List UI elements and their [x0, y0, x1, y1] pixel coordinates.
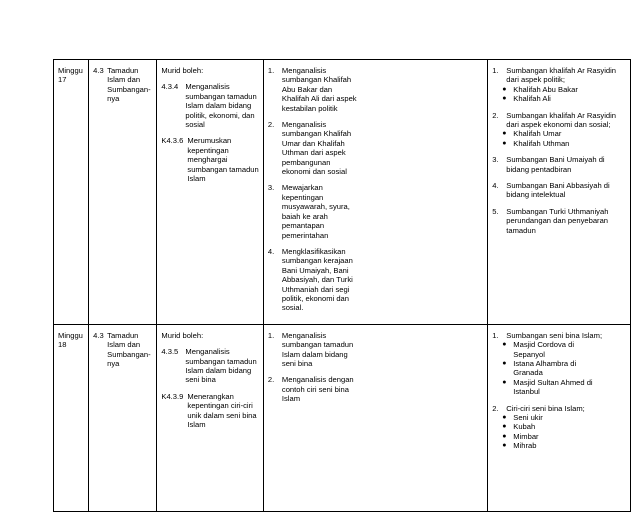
- bullet-text: Khalifah Ali: [513, 94, 551, 104]
- item-number: 5.: [492, 206, 499, 216]
- bullet-list: [492, 85, 626, 104]
- topic-number: 4.3: [93, 66, 104, 75]
- item-number: 2.: [492, 403, 499, 413]
- bullet-item: [502, 378, 626, 397]
- bullet-text: Khalifah Umar: [513, 129, 562, 139]
- topic: [93, 331, 152, 369]
- objectives-list: [268, 66, 483, 313]
- standard-item: [161, 347, 259, 385]
- bullet-item: [502, 94, 626, 103]
- list-item: [492, 155, 626, 174]
- item-text: Sumbangan Bani Umaiyah di bidang pentadbiran: [506, 155, 605, 174]
- item-number: 1.: [492, 330, 499, 340]
- item-text: Sumbangan khalifah Ar Rasyidin dari aspek ekonomi dan sosial;: [506, 110, 617, 130]
- standard-text: Menerangkan kepentingan ciri-ciri unik dalam seni bina Islam: [187, 391, 257, 429]
- bullet-icon: ●: [502, 442, 507, 450]
- list-item: [268, 247, 483, 313]
- syllabus-table: [53, 59, 631, 512]
- bullet-icon: ●: [502, 378, 507, 386]
- bullet-icon: ●: [502, 139, 507, 147]
- bullet-text: Masjid Sultan Ahmed di Istanbul: [513, 377, 593, 397]
- list-item: [268, 183, 483, 239]
- item-number: 2.: [267, 120, 275, 130]
- topic-name: Tamadun Islam dan Sumbangan-nya: [107, 330, 151, 368]
- objectives-cell: [263, 324, 487, 511]
- bullet-text: Khalifah Uthman: [513, 138, 570, 148]
- item-row: [492, 181, 626, 200]
- standard-item: [161, 82, 259, 129]
- week-label: Minggu 18: [58, 330, 83, 350]
- topic-cell: [89, 60, 157, 325]
- objectives-list: [268, 331, 483, 404]
- item-row: [492, 155, 626, 174]
- item-text: Menganalisis dengan contoh ciri seni bina Islam: [281, 375, 354, 404]
- item-text: Mengklasifikasikan sumbangan kerajaan Bani Umaiyah, Bani Abbasiyah, dan Turki Uthmaniah dari segi politik, ekonomi dan sosial.: [281, 246, 353, 313]
- item-number: 2.: [492, 110, 499, 120]
- item-text: Sumbangan Bani Abbasiyah di bidang intelektual: [506, 181, 610, 200]
- list-item: [268, 120, 483, 176]
- bullet-icon: ●: [502, 359, 507, 367]
- week-cell: [54, 324, 89, 511]
- list-item: [492, 66, 626, 104]
- list-item: [492, 181, 626, 200]
- bullet-text: Khalifah Abu Bakar: [513, 84, 578, 94]
- standard-code: K4.3.9: [161, 391, 184, 401]
- bullet-text: Mihrab: [513, 441, 537, 451]
- item-row: [492, 66, 626, 85]
- item-text: Menganalisis sumbangan tamadun Islam dalam bidang seni bina: [281, 330, 354, 368]
- bullet-text: Istana Alhambra di Granada: [513, 358, 577, 378]
- topic-name: Tamadun Islam dan Sumbangan-nya: [107, 66, 151, 104]
- item-text: Ciri-ciri seni bina Islam;: [506, 403, 585, 413]
- list-item: [492, 404, 626, 451]
- contents-list: [492, 331, 626, 451]
- standards-cell: [157, 324, 264, 511]
- item-number: 2.: [267, 375, 275, 385]
- standard-code: K4.3.6: [161, 136, 184, 146]
- item-text: Sumbangan khalifah Ar Rasyidin dari aspek politik;: [506, 66, 617, 85]
- topic: [93, 66, 152, 104]
- bullet-item: [502, 359, 626, 378]
- list-item: [268, 375, 483, 403]
- bullet-icon: ●: [502, 95, 507, 103]
- list-item: [268, 66, 483, 113]
- table-row: [54, 324, 631, 511]
- standard-item: [161, 392, 259, 430]
- bullet-text: Seni ukir: [513, 413, 543, 422]
- topic-number: 4.3: [93, 330, 104, 340]
- bullet-item: [502, 340, 626, 359]
- bullet-icon: ●: [502, 85, 507, 93]
- item-text: Mewajarkan kepentingan musyawarah, syura, baiah ke arah pemantapan pemerintahan: [281, 183, 350, 240]
- standard-code: 4.3.4: [161, 82, 179, 92]
- standard-code: 4.3.5: [161, 347, 179, 357]
- item-number: 4.: [267, 246, 275, 256]
- standards-cell: [157, 60, 264, 325]
- standard-text: Menganalisis sumbangan tamadun Islam dalam bidang seni bina: [185, 347, 257, 385]
- bullet-text: Kubah: [513, 422, 536, 432]
- item-text: Menganalisis sumbangan Khalifah Abu Bakar dan Khalifah Ali dari aspek kestabilan politik: [281, 66, 357, 113]
- bullet-icon: ●: [502, 341, 507, 349]
- item-number: 3.: [492, 155, 499, 165]
- item-row: [492, 331, 626, 340]
- list-item: [492, 207, 626, 235]
- bullet-list: [492, 129, 626, 148]
- contents-cell: [488, 324, 631, 511]
- item-number: 1.: [267, 330, 275, 340]
- bullet-list: [492, 340, 626, 396]
- bullet-item: [502, 441, 626, 450]
- item-number: 4.: [492, 181, 499, 191]
- standards-heading: Murid boleh:: [161, 66, 204, 75]
- item-number: 3.: [267, 183, 275, 193]
- week-label: Minggu 17: [58, 66, 83, 85]
- standard-text: Menganalisis sumbangan tamadun Islam dalam bidang politik, ekonomi, dan sosial: [185, 82, 257, 130]
- item-row: [492, 404, 626, 413]
- bullet-icon: ●: [502, 423, 507, 431]
- list-item: [492, 111, 626, 149]
- bullet-item: [502, 129, 626, 138]
- item-row: [492, 207, 626, 235]
- list-item: [268, 331, 483, 369]
- bullet-icon: ●: [502, 432, 507, 440]
- contents-list: [492, 66, 626, 235]
- item-text: Sumbangan Turki Uthmaniyah perundangan dan penyebaran tamadun: [506, 206, 609, 235]
- item-number: 1.: [492, 66, 499, 75]
- week-cell: [54, 60, 89, 325]
- item-number: 1.: [267, 66, 275, 75]
- standard-text: Merumuskan kepentingan menghargai sumbangan tamadun Islam: [187, 136, 259, 184]
- item-text: Sumbangan seni bina Islam;: [506, 330, 603, 340]
- item-text: Menganalisis sumbangan Khalifah Umar dan Khalifah Uthman dari aspek pembangunan ekonomi dan sosial: [281, 120, 352, 177]
- table-row: [54, 60, 631, 325]
- bullet-icon: ●: [502, 414, 507, 421]
- contents-cell: [488, 60, 631, 325]
- bullet-item: [502, 422, 626, 431]
- objectives-cell: [263, 60, 487, 325]
- syllabus-body: [54, 60, 631, 512]
- topic-cell: [89, 324, 157, 511]
- bullet-text: Mimbar: [513, 431, 539, 441]
- standards-heading: Murid boleh:: [161, 330, 204, 340]
- bullet-list: [492, 413, 626, 451]
- standard-item: [161, 136, 259, 183]
- bullet-item: [502, 139, 626, 148]
- bullet-text: Masjid Cordova di Sepanyol: [513, 340, 575, 359]
- bullet-icon: ●: [502, 130, 507, 138]
- bullet-item: [502, 432, 626, 441]
- item-row: [492, 111, 626, 130]
- list-item: [492, 331, 626, 397]
- bullet-item: [502, 413, 626, 422]
- bullet-item: [502, 85, 626, 94]
